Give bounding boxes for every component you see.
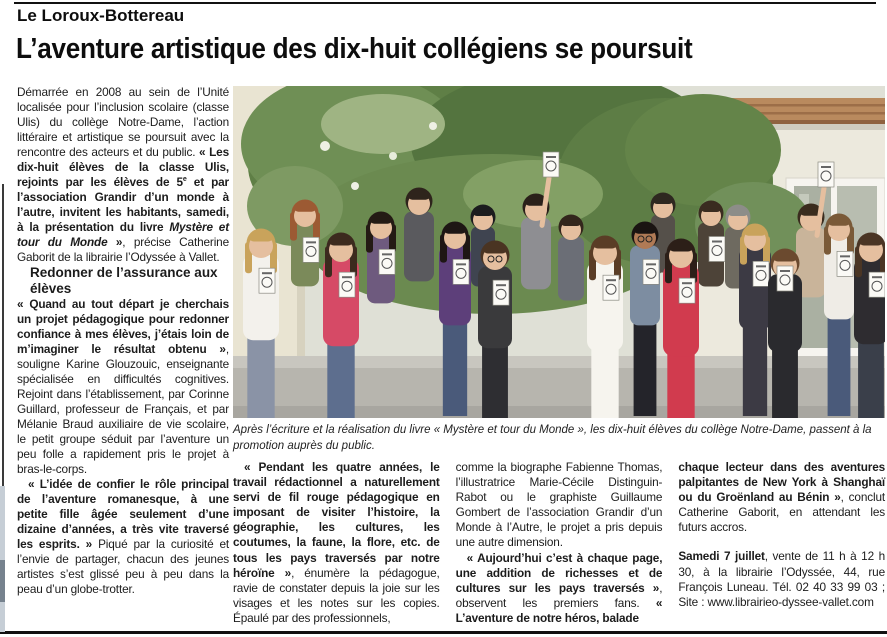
article-paragraph: « Aujourd’hui c’est à chaque page, une addition de richesses et de cultures sur les pays traversés », observent les premiers fans. « L’aventure de notre héros, balade xyxy=(455,550,663,625)
article-subhead: Redonner de l’assurance aux élèves xyxy=(30,265,218,296)
adjacent-image-fragment xyxy=(0,486,5,632)
section-kicker: Le Loroux-Bottereau xyxy=(17,6,185,25)
article-paragraph: chaque lecteur dans des aventures palpitantes de New York à Shanghaï ou du Groënland au Bénin », conclut Catherine Gaborit, en attendant les futurs accros. xyxy=(678,460,886,535)
article-paragraph: « Pendant les quatre années, le travail rédactionnel a naturellement servi de fil rouge pédagogique en imposant de visiter l’histoire, la géographie, les cultures, les coutumes, la faune, la flore, etc. de tous les pays traversés par notre héroïne », énumère la pédagogue, ravie de constater depuis la joie sur les visages et les notes sur les copies. Épaulé par des professionnels, xyxy=(233,460,440,625)
article-columns xyxy=(233,460,885,626)
photo-illustration xyxy=(233,86,885,418)
top-rule xyxy=(14,2,876,4)
article-paragraph: « L’idée de confier le rôle principal de l’aventure romanesque, à une petite fille âgée seulement d’une dizaine d’années, a très vite traversé les esprits. » Piqué par la curiosité et l’envie de partager, chacun des jeunes artistes s’est glissé peu à peu dans la peau d’un globe-trotter. xyxy=(17,477,229,596)
article-paragraph: Démarrée en 2008 au sein de l’Unité localisée pour l’inclusion scolaire (classe Ulis) du collège Notre-Dame, l’action littéraire et artistique se poursuit avec la rencontre des acteurs et du public. « Les dix-huit élèves de la classe Ulis, rejoints par les élèves de 5e et par l’association Grandir d’un monde à l’autre, invitent les habitants, samedi, à la présentation du livre Mystère et tour du Monde », précise Catherine Gaborit de la librairie l’Odyssée à Vallet. xyxy=(17,85,229,264)
adjacent-image-fragment xyxy=(0,560,5,602)
article-column xyxy=(233,460,440,626)
article-photo xyxy=(233,86,885,454)
article-paragraph: « Quand au tout départ je cherchais un projet pédagogique pour redonner confiance à mes élèves, j’étais loin de m’imaginer le résultat obtenu », souligne Karine Glouzouic, enseignante spécialisée en difficultés cognitives. Rejoint dans l’établissement, par Corinne Guillard, professeur de Français, et par Mélanie Braud auxiliaire de vie scolaire, le petit groupe séduit par l’aventure un peu folle a rapidement pris le projet à bras-le-corps. xyxy=(17,297,229,476)
article-column xyxy=(456,460,663,626)
article-lead-column xyxy=(17,85,229,597)
article-paragraph: comme la biographe Fabienne Thomas, l’illustratrice Marie-Cécile Distinguin-Rabot ou le graphiste Guillaume Gombert de l’association Grandir d’un Monde à l’Autre, le projet a pris depuis une autre dimension. xyxy=(455,460,663,550)
photo-caption: Après l’écriture et la réalisation du livre « Mystère et tour du Monde », les dix-huit élèves du collège Notre-Dame, passent à la promotion auprès du public. xyxy=(233,424,872,452)
article-column xyxy=(678,460,885,626)
bottom-rule xyxy=(0,631,887,634)
article-headline: L’aventure artistique des dix-huit collégiens se poursuit xyxy=(16,33,693,65)
event-info: Samedi 7 juillet, vente de 11 h à 12 h 30, à la librairie l’Odyssée, 44, rue François Luneau. Tél. 02 40 33 99 03 ; Site : www.librairieo-dyssee-vallet.com xyxy=(678,549,886,609)
